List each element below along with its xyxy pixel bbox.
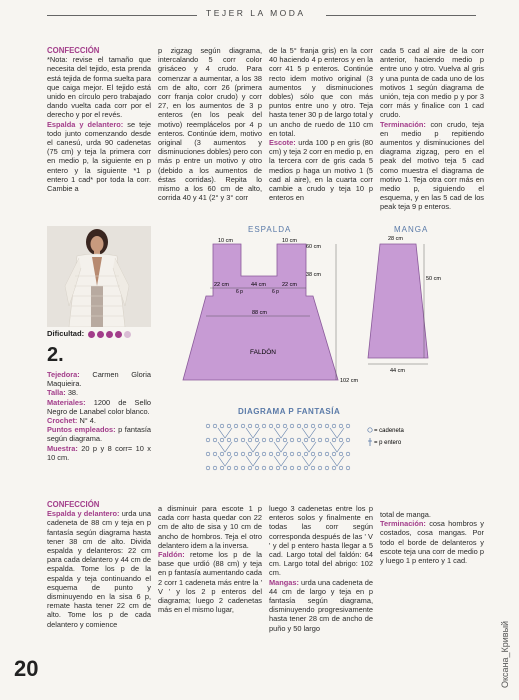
double-crochet-mark [246,442,260,452]
body-text: cada 5 cad al aire de la corr anterior, haciendo medio p entre uno y otro. Vuelva al gris y una punta de cada uno de los motivos 1 según diagrama de unión, teja con medio p y por 3 corr más y finalice con 1 cad crudo. [380,46,484,120]
manga-title: MANGA [394,225,429,234]
difficulty-dot-icon [124,331,131,338]
difficulty-rating [47,329,131,338]
chain-stitch-mark [311,424,315,428]
measure-10cm-left: 10 cm [218,238,233,244]
note-text: *Nota: revise el tamaño que necesita del tejido, esta prenda está tejida de forma suelta para que caiga mejor. El tejido está unido en círculo pero trabajado dando vuelta cada corr por el derecho y por el revés. [47,55,151,120]
decrease-6p-right: 6 p [272,289,279,295]
chain-stitch-mark [346,466,350,470]
measure-22cm-left: 22 cm [214,282,229,288]
double-crochet-mark [330,456,344,466]
chain-stitch-mark [213,424,217,428]
double-crochet-mark [330,428,344,438]
pattern-info-item [47,444,151,462]
pattern-info-item [47,398,151,416]
body-text: luego 3 cadenetas entre los p enteros solos y finalmente en todas las corr según corresponda después de las ' V ' y del p entero hasta llegar a 5 cad. Largo total del faldón: 64 cm. Largo total del abrigo: 102 cm. [269,504,373,578]
top-column-2 [158,46,262,202]
chain-stitch-mark [206,424,210,428]
chain-stitch-mark [248,466,252,470]
chain-stitch-mark [283,438,287,442]
chain-stitch-mark [297,452,301,456]
chain-stitch-mark [213,466,217,470]
measure-44cm-back: 44 cm [251,282,266,288]
pattern-info-item [47,388,151,397]
difficulty-label: Dificultad: [47,329,85,338]
chain-stitch-mark [283,424,287,428]
chain-stitch-mark [220,452,224,456]
label-terminacion: Terminación: [380,519,426,529]
chain-stitch-mark [220,424,224,428]
chain-stitch-mark [255,424,259,428]
body-text: de la 5° franja gris) en la corr 40 haciendo 4 p enteros y en la corr 41 5 p enteros. Continúe recto idem motivo original (3 aumentos y disminuciones dobles) sólo que con más puntos entre uno y otro. Teja hasta tener 30 p de largo total y un ancho de ruedo de 110 cm en total. [269,46,373,138]
bottom-column-2 [158,504,262,614]
body-text: con crudo, teja en medio p repitiendo aumentos y disminuciones del diagrama zigzag, pero en el peak del motivo teja 5 cad como muestra el diagrama de motivo 1. Teja otra corr más en medio p, siguiendo el esquema, y en las 5 cad de los peak teja 9 p enteros. [380,119,484,212]
double-crochet-mark [218,442,232,452]
faldon-label: FALDÓN [250,349,277,356]
schematic-diagrams [158,224,488,486]
chain-stitch-mark [213,438,217,442]
body-text: total de manga. [380,510,431,519]
chain-stitch-mark [346,452,350,456]
double-crochet-mark [246,456,260,466]
chain-stitch-mark [241,424,245,428]
chain-stitch-mark [269,424,273,428]
double-crochet-mark [274,442,288,452]
chain-stitch-mark [220,466,224,470]
chain-stitch-mark [304,466,308,470]
measure-44cm-sleeve: 44 cm [390,368,405,374]
difficulty-dot-icon [115,331,122,338]
chain-stitch-mark [248,452,252,456]
chain-stitch-mark [325,466,329,470]
chain-stitch-mark [339,438,343,442]
stitch-diagram [206,424,350,470]
magazine-title: TEJER LA MODA [206,8,306,18]
chain-stitch-mark [234,424,238,428]
chain-stitch-mark [297,466,301,470]
chain-stitch-mark [206,452,210,456]
chain-stitch-mark [283,466,287,470]
pattern-info-item [47,425,151,443]
chain-stitch-mark [304,452,308,456]
body-text: urda 100 p en gris (80 cm) y teja 2 corr en medio p, en la tercera corr de gris cada 5 medios p haga un motivo 1 (5 cad al aire), en la cuarta corr cambie a crudo y teja 10 p enteros en [269,138,373,203]
chain-stitch-mark [227,438,231,442]
top-column-3 [269,46,373,202]
double-crochet-mark [274,428,288,438]
chain-stitch-mark [318,438,322,442]
chain-stitch-mark [325,424,329,428]
chain-stitch-mark [262,438,266,442]
chain-stitch-mark [311,452,315,456]
double-crochet-mark [302,428,316,438]
label-faldon: Faldón: [158,550,185,560]
chain-stitch-mark [332,438,336,442]
pattern-info-label: Muestra: [47,443,78,453]
chain-stitch-mark [332,452,336,456]
chain-stitch-mark [248,438,252,442]
chain-stitch-mark [311,466,315,470]
label-espalda: Espalda y delantero: [47,509,120,519]
pattern-info-item [47,370,151,388]
chain-stitch-mark [318,466,322,470]
chain-stitch-mark [255,466,259,470]
measure-38cm: 38 cm [306,272,321,278]
chain-stitch-icon [368,428,372,432]
pattern-info-value: p fantasía según diagrama. [47,425,151,444]
chain-stitch-mark [241,466,245,470]
watermark: Оксана_Кривый [500,620,510,688]
double-crochet-mark [218,456,232,466]
double-crochet-mark [246,428,260,438]
bottom-column-4 [380,510,484,565]
chain-stitch-mark [346,438,350,442]
pattern-info-value: N° 4. [77,416,96,426]
bottom-column-1 [47,500,151,629]
pattern-info [47,370,151,462]
top-column-4 [380,46,484,212]
body-text: p zigzag según diagrama, intercalando 5 corr color grisáceo y 4 crudo. Para comenzar a aumentar, a los 38 cm de alto, corr 26 (primera corr franja color crudo) y corr 27, en los aumentos de 3 p enteros (en los peak del motivo) reemplácelos por 4 p enteros. Continúe idem, motivo original (3 aumentos y disminuciones dobles) pero con más p entre un motivo y otro (debido a los aumentos de éstas corridas). Repita lo mismo a los 60 cm de alto, corrida 40 y 41 (2° y 3° corr [158,46,262,203]
bottom-column-3 [269,504,373,633]
label-mangas: Mangas: [269,577,299,587]
chain-stitch-mark [234,452,238,456]
label-escote: Escote: [269,138,296,148]
body-text: a disminuir para escote 1 p cada corr hasta quedar con 22 cm de alto de sisa y 10 cm de ancho de hombros. Teja el otro delantero idem a la inversa. [158,504,262,550]
pattern-info-label: Talla: [47,388,66,398]
chain-stitch-mark [248,424,252,428]
label-terminacion: Terminación: [380,119,426,129]
measure-28cm: 28 cm [388,236,403,242]
body-text: urda una cadeneta de 44 cm de largo y teja en p fantasía según diagrama, disminuyendo progresivamente hasta tener 28 cm de ancho de puño y 50 largo [269,577,373,633]
chain-stitch-mark [269,466,273,470]
chain-stitch-mark [339,466,343,470]
pattern-info-item [47,416,151,425]
difficulty-dot-icon [88,331,95,338]
chain-stitch-mark [318,452,322,456]
chain-stitch-mark [290,466,294,470]
section-heading: CONFECCIÓN [47,500,100,509]
pattern-info-label: Crochet: [47,416,78,426]
chain-stitch-mark [234,438,238,442]
chain-stitch-mark [220,438,224,442]
chain-stitch-mark [346,424,350,428]
legend-p-entero: = p entero [374,440,402,446]
body-text: se teje todo junto comenzando desde el canesú, urda 90 cadenetas (75 cm) y teja la primera corr en medio p, la siguiente en p entero y la siguiente *1 p entero 1 cad* por toda la corr. Cambie a [47,119,151,194]
double-crochet-mark [218,428,232,438]
measure-22cm-right: 22 cm [282,282,297,288]
chain-stitch-mark [318,424,322,428]
chain-stitch-mark [206,466,210,470]
body-text: cosa hombros y costados, cosa mangas. Por todo el borde de delanteros y escote teja una corr de medio p y luego 1 p entero y 1 cad. [380,519,484,566]
difficulty-dot-icon [106,331,113,338]
chain-stitch-mark [304,424,308,428]
chain-stitch-mark [325,438,329,442]
measure-10cm-right: 10 cm [282,238,297,244]
pattern-info-value: Carmen Gloria Maquieira. [47,370,151,389]
measure-50cm: 50 cm [426,276,441,282]
pattern-info-label: Materiales: [47,397,86,407]
chain-stitch-mark [276,424,280,428]
measure-102cm: 102 cm [340,378,359,384]
chain-stitch-mark [297,424,301,428]
section-heading: CONFECCIÓN [47,46,100,55]
chain-stitch-mark [227,466,231,470]
top-column-1 [47,46,151,193]
chain-stitch-mark [276,466,280,470]
chain-stitch-mark [304,438,308,442]
decrease-6p-left: 6 p [236,289,243,295]
pattern-info-value: 20 p y 8 corr= 10 x 10 cm. [47,443,151,462]
pattern-number: 2. [47,344,64,366]
double-crochet-mark [274,456,288,466]
fantasia-title: DIAGRAMA P FANTASÍA [238,407,341,416]
chain-stitch-mark [262,424,266,428]
chain-stitch-mark [241,452,245,456]
espalda-title: ESPALDA [248,225,292,234]
double-crochet-mark [302,456,316,466]
chain-stitch-mark [255,438,259,442]
chain-stitch-mark [276,438,280,442]
chain-stitch-mark [325,452,329,456]
measure-88cm: 88 cm [252,310,267,316]
chain-stitch-mark [213,452,217,456]
chain-stitch-mark [290,424,294,428]
measure-60cm: 60 cm [306,244,321,250]
chain-stitch-mark [269,452,273,456]
chain-stitch-mark [339,452,343,456]
chain-stitch-mark [311,438,315,442]
chain-stitch-mark [339,424,343,428]
chain-stitch-mark [262,452,266,456]
chain-stitch-mark [255,452,259,456]
chain-stitch-mark [262,466,266,470]
chain-stitch-mark [227,452,231,456]
chain-stitch-mark [227,424,231,428]
chain-stitch-mark [283,452,287,456]
chain-stitch-mark [297,438,301,442]
body-text: retome los p de la base que urdió (88 cm) y teja en p fantasía aumentando cada 2 corr 1 cadeneta más entre la ' V ' y los 2 p enteros del diagrama; luego 2 cadenetas más en el mismo lugar, [158,550,262,615]
chain-stitch-mark [332,424,336,428]
chain-stitch-mark [241,438,245,442]
chain-stitch-mark [206,438,210,442]
chain-stitch-mark [234,466,238,470]
page-header [0,8,519,22]
pattern-info-value: 38. [65,388,79,398]
label-espalda: Espalda y delantero: [47,119,124,129]
page-number: 20 [14,656,39,681]
body-text: urda una cadeneta de 88 cm y teja en p fantasía según diagrama hasta tener 38 cm de alto. Divida espalda y delanteros: 22 cm para cada delantero y 44 cm de espalda. Tome los p de la espalda y teja continuando el esquema de punto y disminuyendo en la sisa 6 p, remate hasta tener 22 cm de alto. Tome los p de cada delantero y comience [47,509,151,629]
chain-stitch-mark [276,452,280,456]
chain-stitch-mark [290,452,294,456]
manga-shape [368,244,428,358]
chain-stitch-mark [332,466,336,470]
pattern-info-label: Puntos empleados: [47,425,116,435]
chain-stitch-mark [290,438,294,442]
legend-cadeneta: = cadeneta [374,428,404,434]
chain-stitch-mark [269,438,273,442]
pattern-info-value: 1200 de Sello Negro de Lanabel color blanco. [47,397,151,416]
double-crochet-mark [302,442,316,452]
double-crochet-mark [330,442,344,452]
pattern-info-label: Tejedora: [47,370,80,379]
model-photo [47,226,151,327]
difficulty-dot-icon [97,331,104,338]
